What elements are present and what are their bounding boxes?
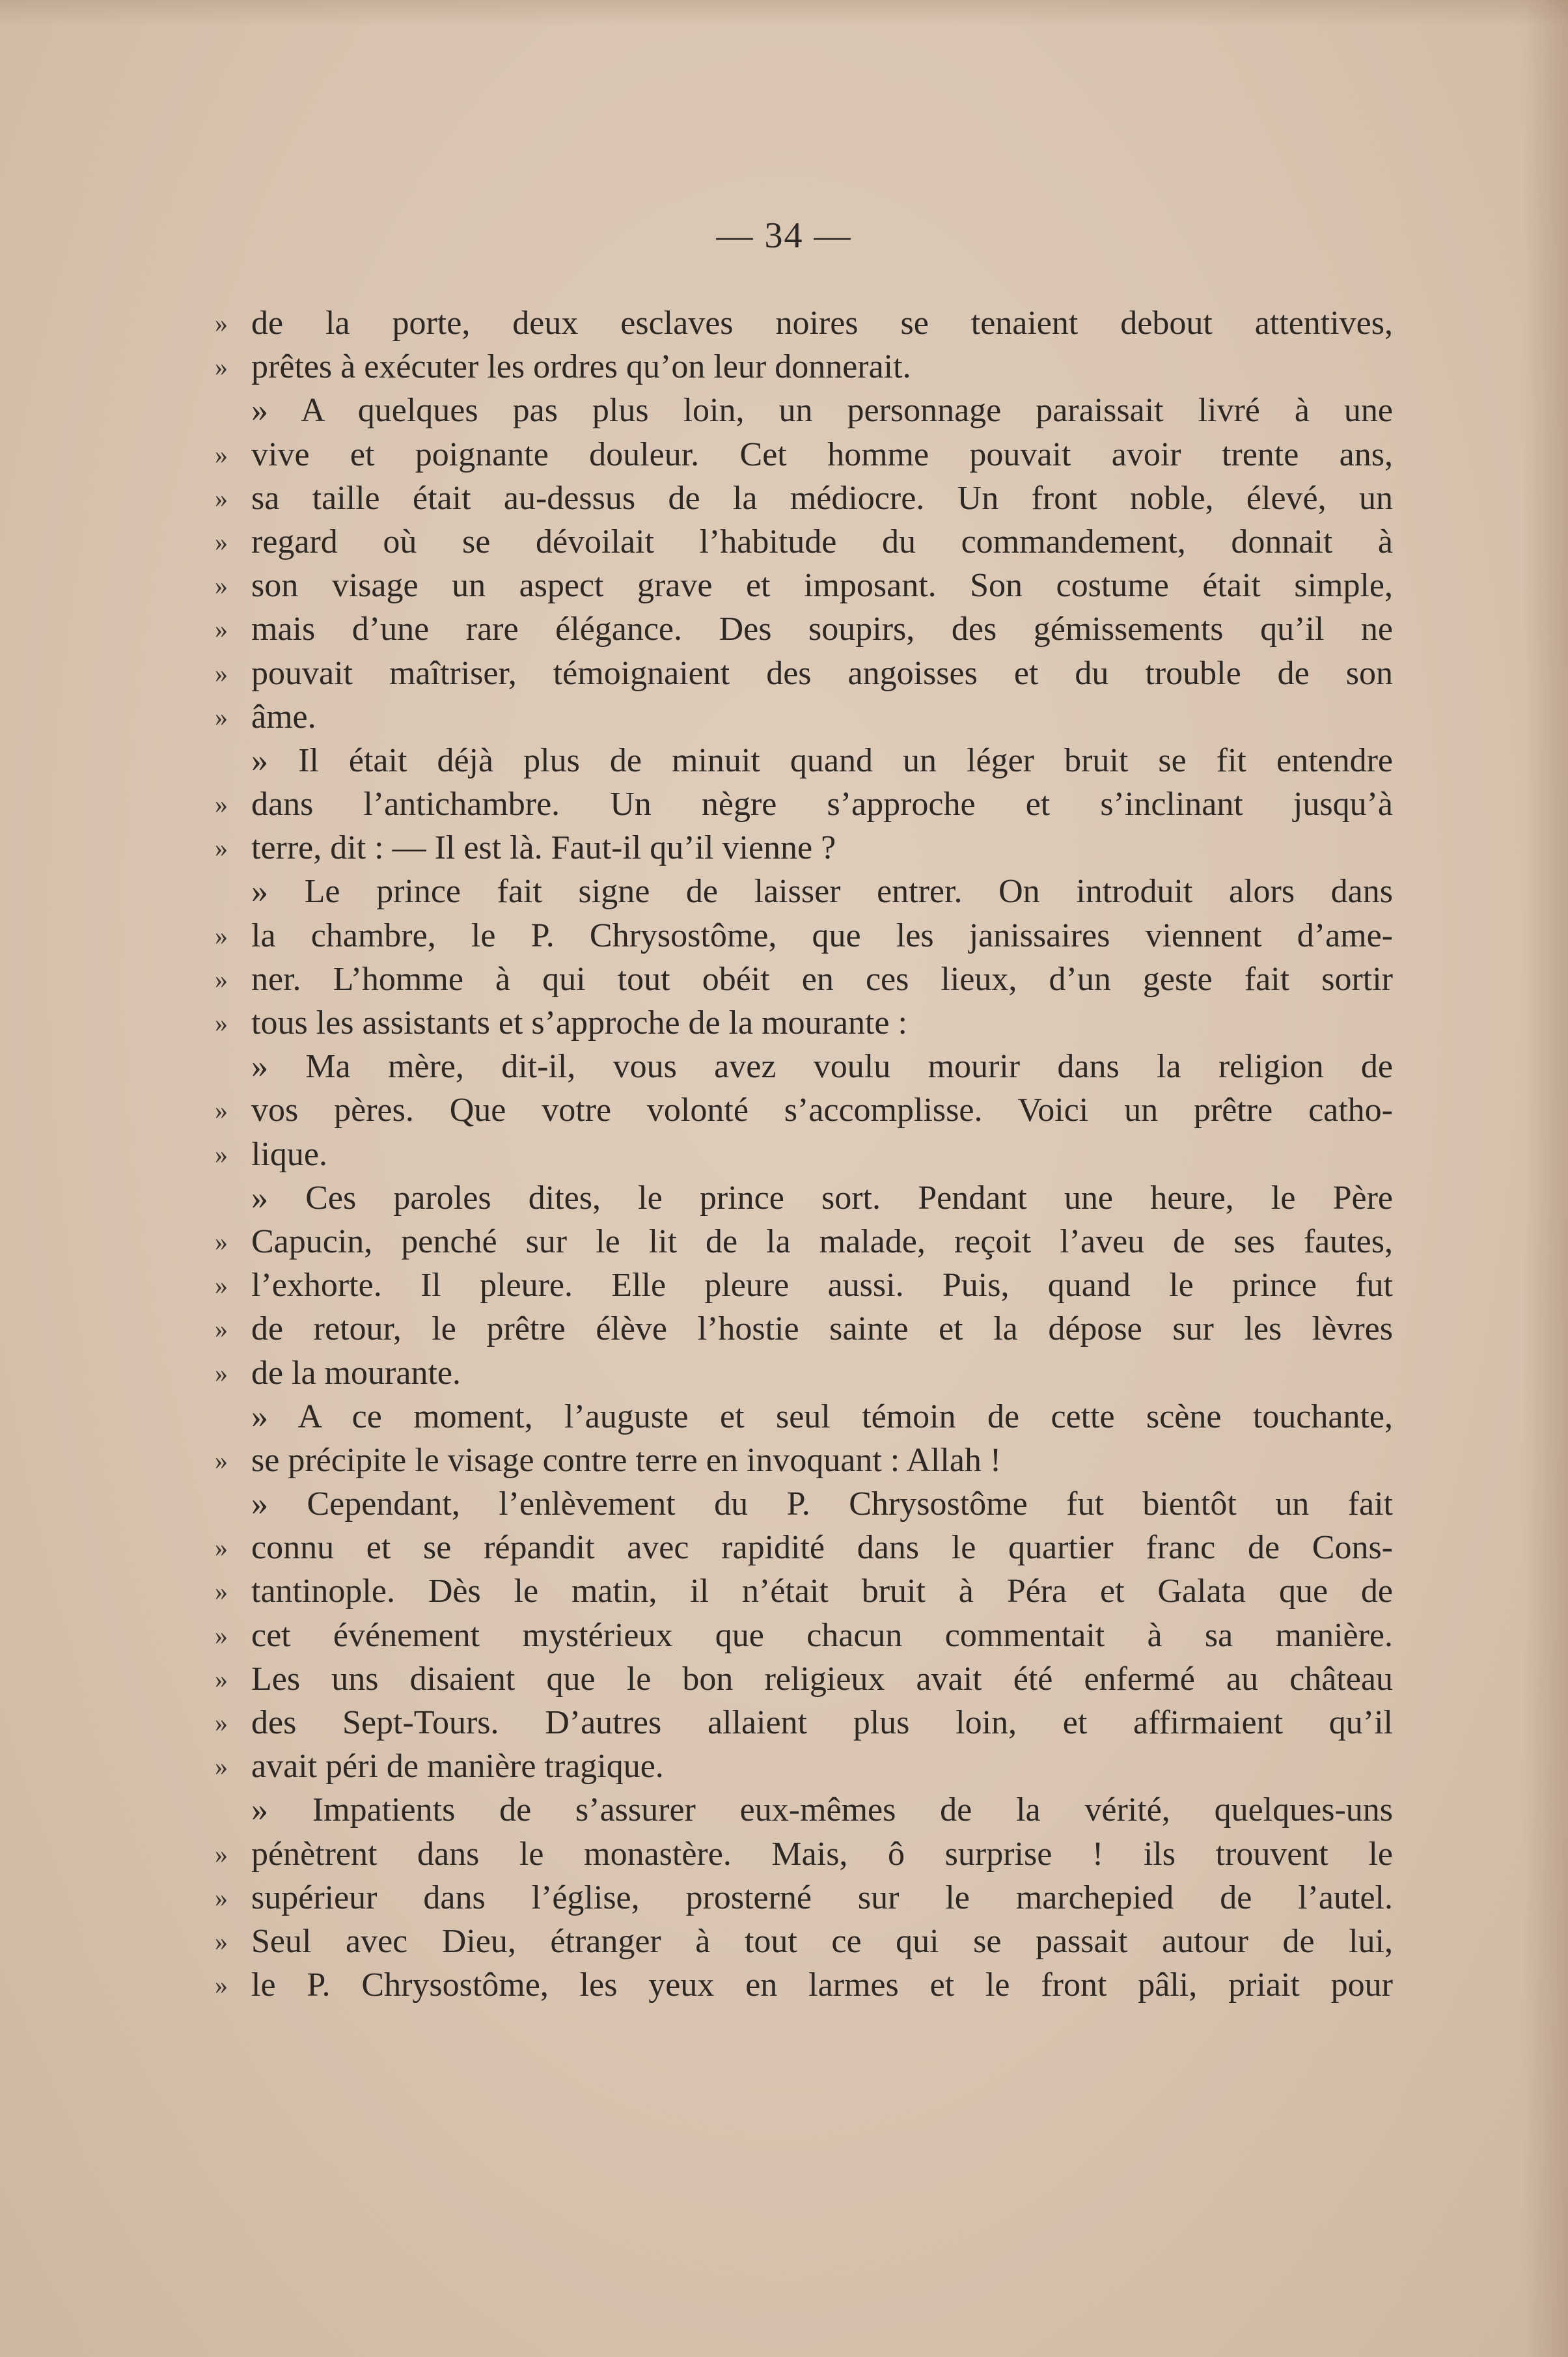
text-line bbox=[208, 914, 1393, 958]
quotation-continuation-mark: » bbox=[215, 1839, 228, 1869]
line-text: terre, dit : — Il est là. Faut-il qu’il vienne ? bbox=[251, 829, 836, 867]
line-text: avait péri de manière tragique. bbox=[251, 1748, 664, 1785]
line-text: la chambre, le P. Chrysostôme, que les janissaires viennent d’ame- bbox=[251, 917, 1393, 954]
line-text: cet événement mystérieux que chacun commentait à sa manière. bbox=[251, 1616, 1393, 1654]
line-text: dans l’antichambre. Un nègre s’approche et s’inclinant jusqu’à bbox=[251, 786, 1393, 823]
line-text: sa taille était au-dessus de la médiocre. Un front noble, élevé, un bbox=[251, 479, 1393, 517]
body-text bbox=[208, 301, 1393, 2007]
text-line bbox=[208, 1526, 1393, 1569]
line-text: le P. Chrysostôme, les yeux en larmes et le front pâli, priait pour bbox=[251, 1966, 1393, 2004]
quotation-continuation-mark: » bbox=[215, 1970, 228, 2000]
line-text: de la mourante. bbox=[251, 1354, 461, 1392]
text-line bbox=[208, 1482, 1393, 1526]
text-line bbox=[208, 1133, 1393, 1176]
text-line bbox=[208, 1920, 1393, 1963]
line-text: regard où se dévoilait l’habitude du commandement, donnait à bbox=[251, 523, 1393, 560]
text-line bbox=[208, 607, 1393, 651]
text-line bbox=[208, 1307, 1393, 1351]
text-line bbox=[208, 1657, 1393, 1701]
text-line bbox=[208, 564, 1393, 607]
quotation-continuation-mark: » bbox=[215, 309, 228, 338]
quotation-continuation-mark: » bbox=[215, 483, 228, 513]
line-text: se précipite le visage contre terre en invoquant : Allah ! bbox=[251, 1441, 1002, 1479]
quotation-continuation-mark: » bbox=[215, 790, 228, 820]
text-line bbox=[208, 1001, 1393, 1045]
quotation-continuation-mark: » bbox=[215, 1314, 228, 1344]
line-text: de la porte, deux esclaves noires se tenaient debout attentives, bbox=[251, 305, 1393, 342]
line-text: de retour, le prêtre élève l’hostie sainte et la dépose sur les lèvres bbox=[251, 1310, 1393, 1348]
line-text: supérieur dans l’église, prosterné sur le marchepied de l’autel. bbox=[251, 1879, 1393, 1916]
line-text: » Le prince fait signe de laisser entrer. On introduit alors dans bbox=[251, 873, 1393, 911]
page-number: — 34 — bbox=[716, 215, 852, 256]
text-line bbox=[208, 1439, 1393, 1482]
quotation-continuation-mark: » bbox=[215, 1271, 228, 1301]
line-text: tous les assistants et s’approche de la mourante : bbox=[251, 1004, 907, 1041]
text-line bbox=[208, 1744, 1393, 1788]
quotation-continuation-mark: » bbox=[215, 1358, 228, 1388]
line-text: » Cependant, l’enlèvement du P. Chrysostôme fut bientôt un fait bbox=[251, 1485, 1393, 1523]
quotation-continuation-mark: » bbox=[215, 527, 228, 557]
quotation-continuation-mark: » bbox=[215, 658, 228, 688]
line-text: ner. L’homme à qui tout obéit en ces lieux, d’un geste fait sortir bbox=[251, 960, 1393, 998]
text-line bbox=[208, 1832, 1393, 1876]
text-line bbox=[208, 739, 1393, 782]
text-line bbox=[208, 1220, 1393, 1263]
quotation-continuation-mark: » bbox=[215, 614, 228, 644]
text-line bbox=[208, 520, 1393, 564]
text-line bbox=[208, 1614, 1393, 1657]
line-text: l’exhorte. Il pleure. Elle pleure aussi. Puis, quand le prince fut bbox=[251, 1267, 1393, 1304]
line-text: » Impatients de s’assurer eux-mêmes de la vérité, quelques-uns bbox=[251, 1791, 1393, 1829]
line-text: » A quelques pas plus loin, un personnage paraissait livré à une bbox=[251, 392, 1393, 430]
text-line bbox=[208, 345, 1393, 389]
text-line bbox=[208, 1395, 1393, 1439]
text-line bbox=[208, 826, 1393, 870]
text-line bbox=[208, 782, 1393, 826]
quotation-continuation-mark: » bbox=[215, 439, 228, 469]
text-line bbox=[208, 1351, 1393, 1395]
text-line bbox=[208, 476, 1393, 520]
quotation-continuation-mark: » bbox=[215, 1445, 228, 1475]
quotation-continuation-mark: » bbox=[215, 1008, 228, 1038]
line-text: tantinople. Dès le matin, il n’était bruit à Péra et Galata que de bbox=[251, 1573, 1393, 1610]
line-text: pénètrent dans le monastère. Mais, ô surprise ! ils trouvent le bbox=[251, 1835, 1393, 1873]
text-line bbox=[208, 652, 1393, 695]
quotation-continuation-mark: » bbox=[215, 1096, 228, 1125]
page-edge-shadow bbox=[1522, 0, 1568, 2357]
quotation-continuation-mark: » bbox=[215, 1708, 228, 1737]
line-text: des Sept-Tours. D’autres allaient plus loin, et affirmaient qu’il bbox=[251, 1704, 1393, 1741]
text-line bbox=[208, 1788, 1393, 1832]
text-line bbox=[208, 1045, 1393, 1088]
text-line bbox=[208, 1263, 1393, 1307]
quotation-continuation-mark: » bbox=[215, 833, 228, 863]
text-line bbox=[208, 1176, 1393, 1220]
quotation-continuation-mark: » bbox=[215, 1620, 228, 1650]
line-text: Seul avec Dieu, étranger à tout ce qui se passait autour de lui, bbox=[251, 1922, 1393, 1960]
text-line bbox=[208, 1701, 1393, 1744]
quotation-continuation-mark: » bbox=[215, 1752, 228, 1782]
line-text: prêtes à exécuter les ordres qu’on leur donnerait. bbox=[251, 348, 911, 386]
line-text: Les uns disaient que le bon religieux avait été enfermé au château bbox=[251, 1660, 1393, 1698]
text-line bbox=[208, 1963, 1393, 2007]
quotation-continuation-mark: » bbox=[215, 964, 228, 994]
quotation-continuation-mark: » bbox=[215, 1533, 228, 1563]
line-text: » Il était déjà plus de minuit quand un léger bruit se fit entendre bbox=[251, 741, 1393, 779]
text-line bbox=[208, 1088, 1393, 1132]
quotation-continuation-mark: » bbox=[215, 1926, 228, 1956]
quotation-continuation-mark: » bbox=[215, 1139, 228, 1169]
line-text: » Ma mère, dit-il, vous avez voulu mourir dans la religion de bbox=[251, 1048, 1393, 1086]
line-text: connu et se répandit avec rapidité dans le quartier franc de Cons- bbox=[251, 1529, 1393, 1567]
line-text: » Ces paroles dites, le prince sort. Pendant une heure, le Père bbox=[251, 1179, 1393, 1217]
line-text: âme. bbox=[251, 698, 316, 736]
quotation-continuation-mark: » bbox=[215, 1882, 228, 1912]
quotation-continuation-mark: » bbox=[215, 352, 228, 382]
text-line bbox=[208, 1876, 1393, 1920]
quotation-continuation-mark: » bbox=[215, 571, 228, 601]
line-text: pouvait maîtriser, témoignaient des angoisses et du trouble de son bbox=[251, 654, 1393, 692]
quotation-continuation-mark: » bbox=[215, 920, 228, 950]
text-line bbox=[208, 389, 1393, 432]
text-line bbox=[208, 433, 1393, 476]
text-line bbox=[208, 1569, 1393, 1613]
line-text: lique. bbox=[251, 1135, 327, 1173]
quotation-continuation-mark: » bbox=[215, 702, 228, 732]
line-text: son visage un aspect grave et imposant. Son costume était simple, bbox=[251, 567, 1393, 605]
text-line bbox=[208, 870, 1393, 913]
quotation-continuation-mark: » bbox=[215, 1664, 228, 1694]
line-text: » A ce moment, l’auguste et seul témoin de cette scène touchante, bbox=[251, 1398, 1393, 1435]
line-text: vos pères. Que votre volonté s’accomplisse. Voici un prêtre catho- bbox=[251, 1092, 1393, 1129]
line-text: mais d’une rare élégance. Des soupirs, des gémissements qu’il ne bbox=[251, 611, 1393, 648]
text-line bbox=[208, 958, 1393, 1001]
line-text: Capucin, penché sur le lit de la malade, reçoit l’aveu de ses fautes, bbox=[251, 1222, 1393, 1260]
line-text: vive et poignante douleur. Cet homme pouvait avoir trente ans, bbox=[251, 435, 1393, 473]
quotation-continuation-mark: » bbox=[215, 1226, 228, 1256]
text-line bbox=[208, 301, 1393, 345]
text-line bbox=[208, 695, 1393, 739]
page-top-shadow bbox=[0, 0, 1568, 26]
quotation-continuation-mark: » bbox=[215, 1577, 228, 1606]
